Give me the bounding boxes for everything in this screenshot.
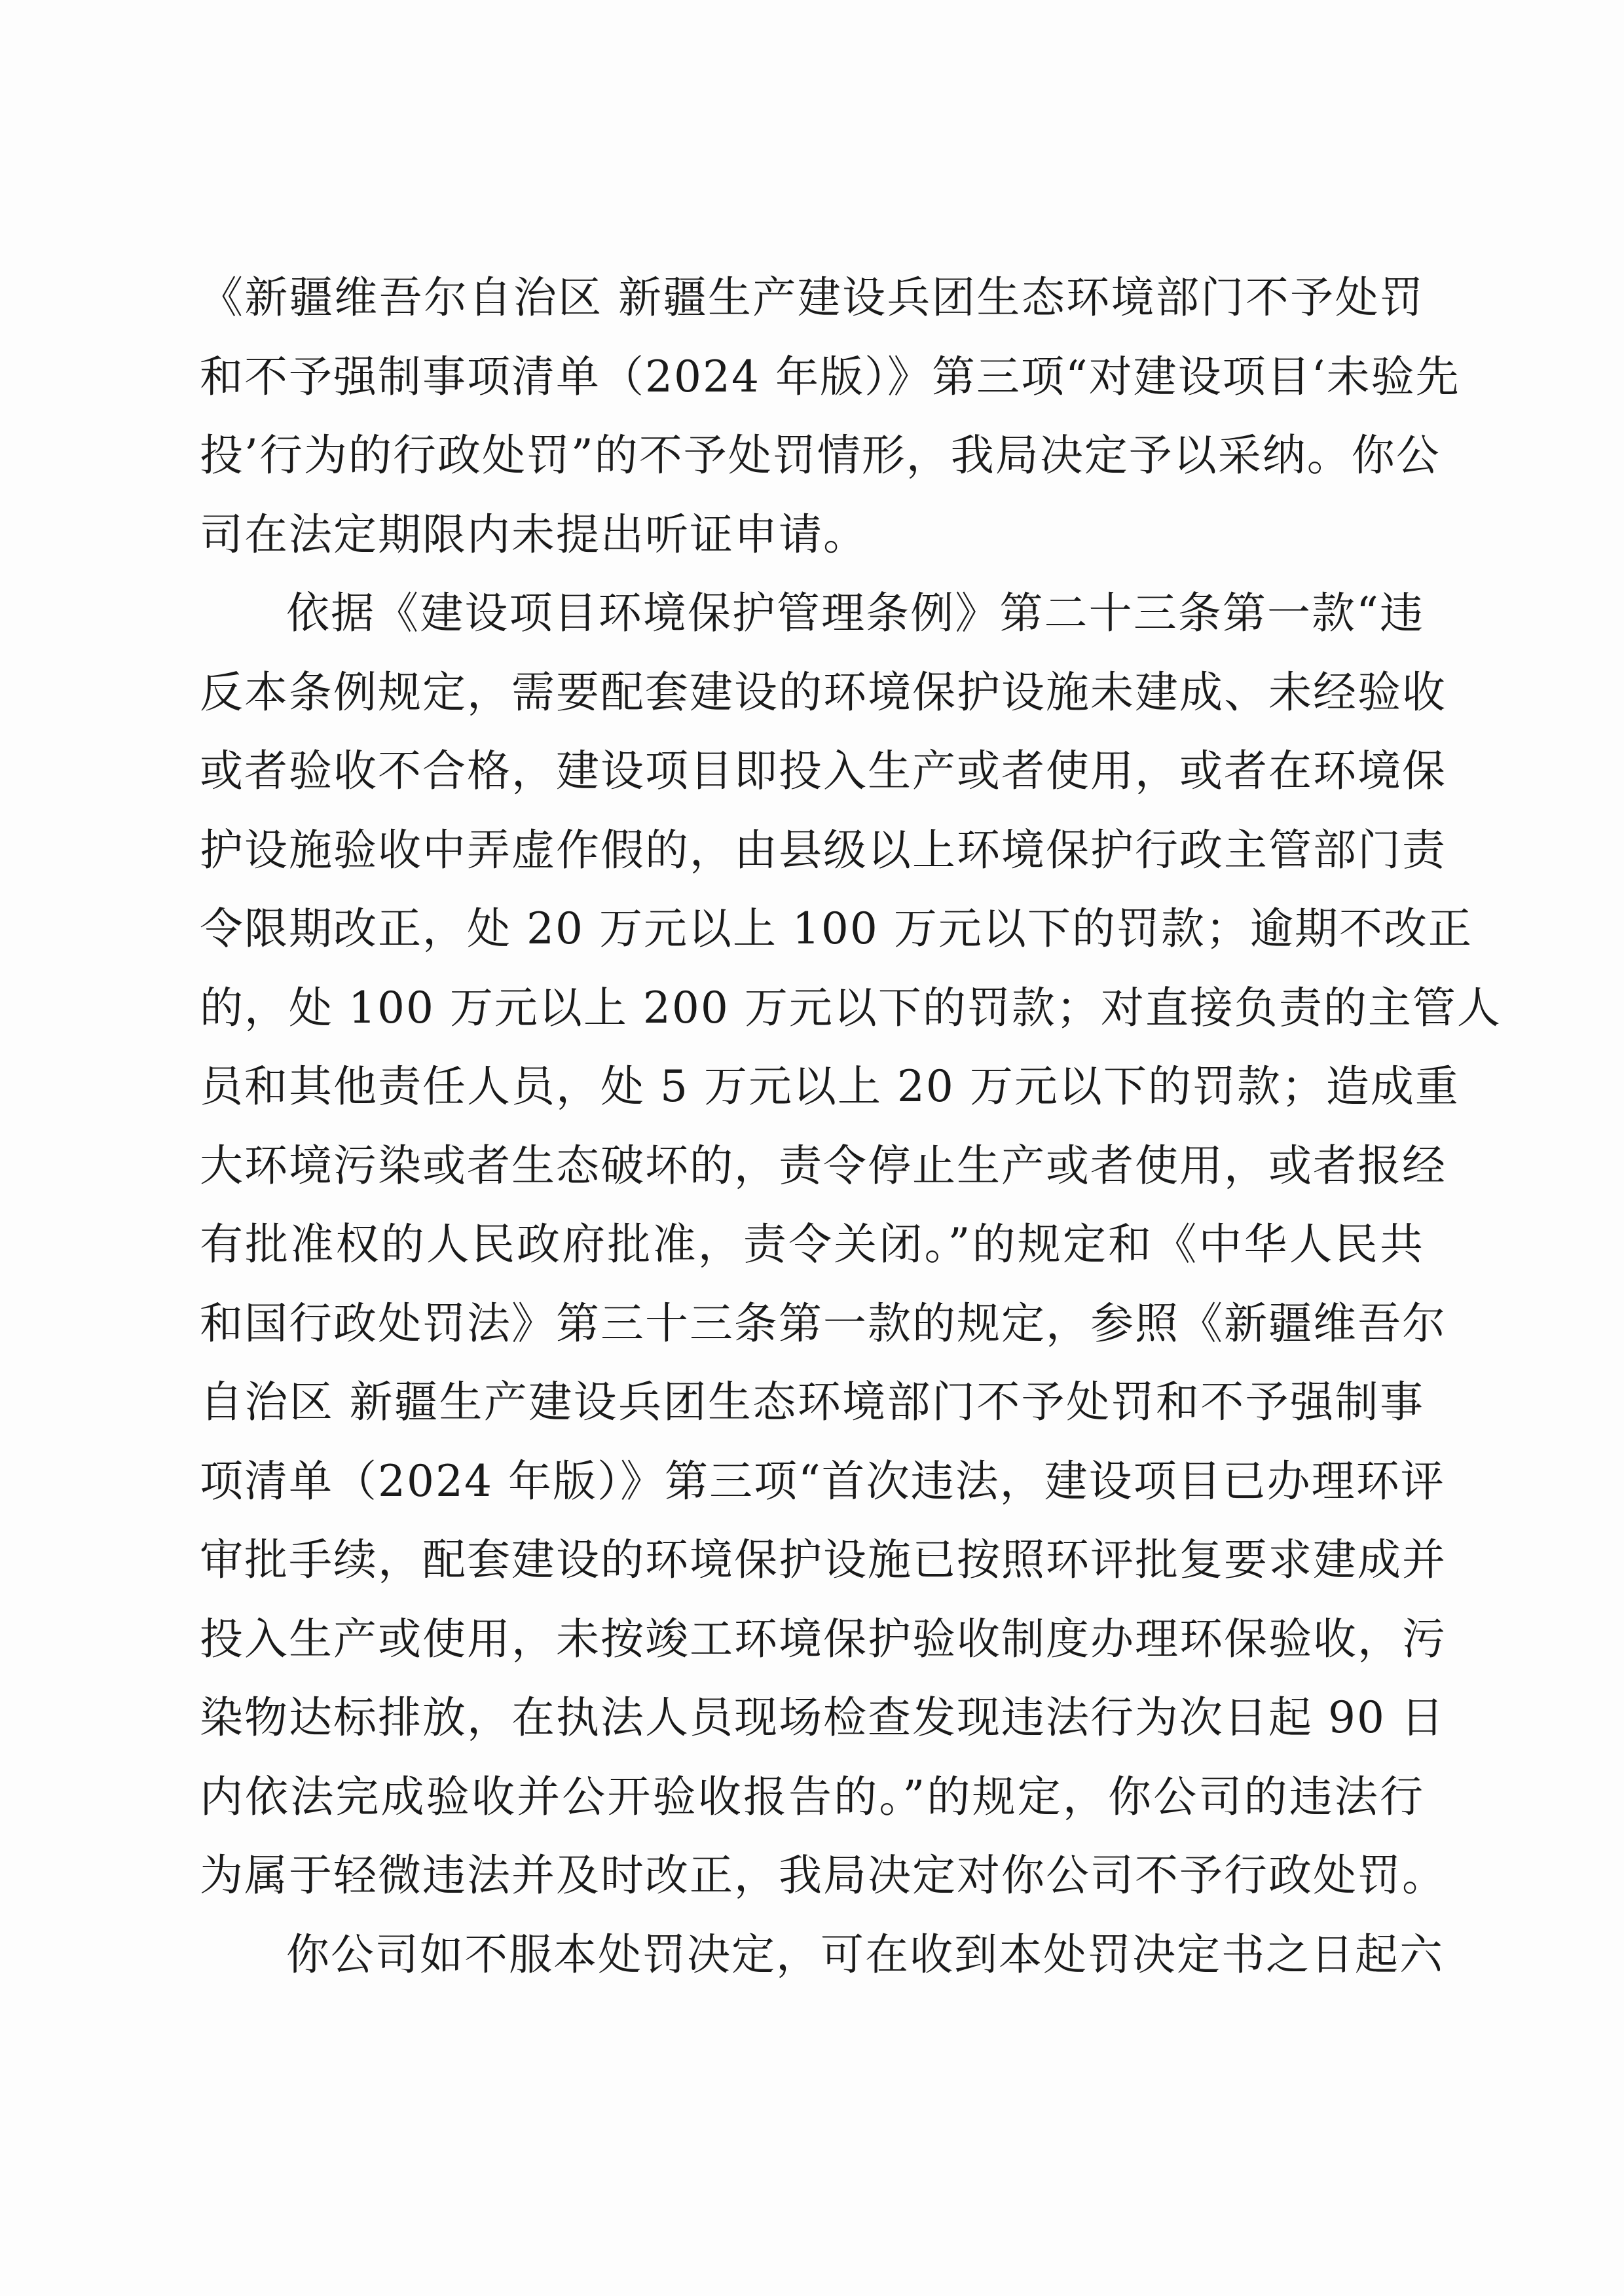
paragraph-line: 和不予强制事项清单（2024 年版）》第三项“对建设项目‘未验先	[200, 351, 1460, 402]
paragraph-1	[200, 259, 1460, 574]
paragraph-line: 自治区 新疆生产建设兵团生态环境部门不予处罚和不予强制事	[200, 1377, 1424, 1427]
paragraph-line: 员和其他责任人员，处 5 万元以上 20 万元以下的罚款；造成重	[200, 1061, 1460, 1112]
paragraph-line: 染物达标排放，在执法人员现场检查发现违法行为次日起 90 日	[200, 1692, 1445, 1743]
paragraph-3	[200, 1916, 1444, 1995]
paragraph-line: 或者验收不合格，建设项目即投入生产或者使用，或者在环境保	[200, 746, 1447, 796]
paragraph-line: 反本条例规定，需要配套建设的环境保护设施未建成、未经验收	[200, 666, 1447, 718]
paragraph-line: 大环境污染或者生态破坏的，责令停止生产或者使用，或者报经	[200, 1140, 1447, 1191]
paragraph-line: 为属于轻微违法并及时改正，我局决定对你公司不予行政处罚。	[200, 1850, 1447, 1901]
paragraph-line: 投入生产或使用，未按竣工环境保护验收制度办理环保验收，污	[200, 1613, 1447, 1664]
paragraph-line: 项清单（2024 年版）》第三项“首次违法，建设项目已办理环评	[200, 1455, 1445, 1506]
paragraph-line: 投’行为的行政处罚”的不予处罚情形，我局决定予以采纳。你公	[200, 430, 1441, 481]
paragraph-line: 令限期改正，处 20 万元以上 100 万元以下的罚款；逾期不改正	[200, 903, 1473, 954]
document-body	[200, 259, 1502, 1994]
paragraph-line: 《新疆维吾尔自治区 新疆生产建设兵团生态环境部门不予处罚	[200, 272, 1424, 323]
paragraph-line: 和国行政处罚法》第三十三条第一款的规定，参照《新疆维吾尔	[200, 1298, 1447, 1349]
paragraph-line: 审批手续，配套建设的环境保护设施已按照环评批复要求建成并	[200, 1535, 1447, 1585]
paragraph-line: 护设施验收中弄虚作假的，由县级以上环境保护行政主管部门责	[200, 824, 1447, 875]
paragraph-line: 的，处 100 万元以上 200 万元以下的罚款；对直接负责的主管人	[200, 982, 1502, 1033]
paragraph-line: 司在法定期限内未提出听证申请。	[200, 509, 868, 560]
paragraph-line: 你公司如不服本处罚决定，可在收到本处罚决定书之日起六	[286, 1929, 1444, 1980]
paragraph-line: 内依法完成验收并公开验收报告的。”的规定，你公司的违法行	[200, 1771, 1424, 1822]
paragraph-2	[200, 574, 1502, 1916]
paragraph-line: 有批准权的人民政府批准，责令关闭。”的规定和《中华人民共	[200, 1219, 1424, 1269]
paragraph-line: 依据《建设项目环境保护管理条例》第二十三条第一款“违	[286, 588, 1424, 638]
